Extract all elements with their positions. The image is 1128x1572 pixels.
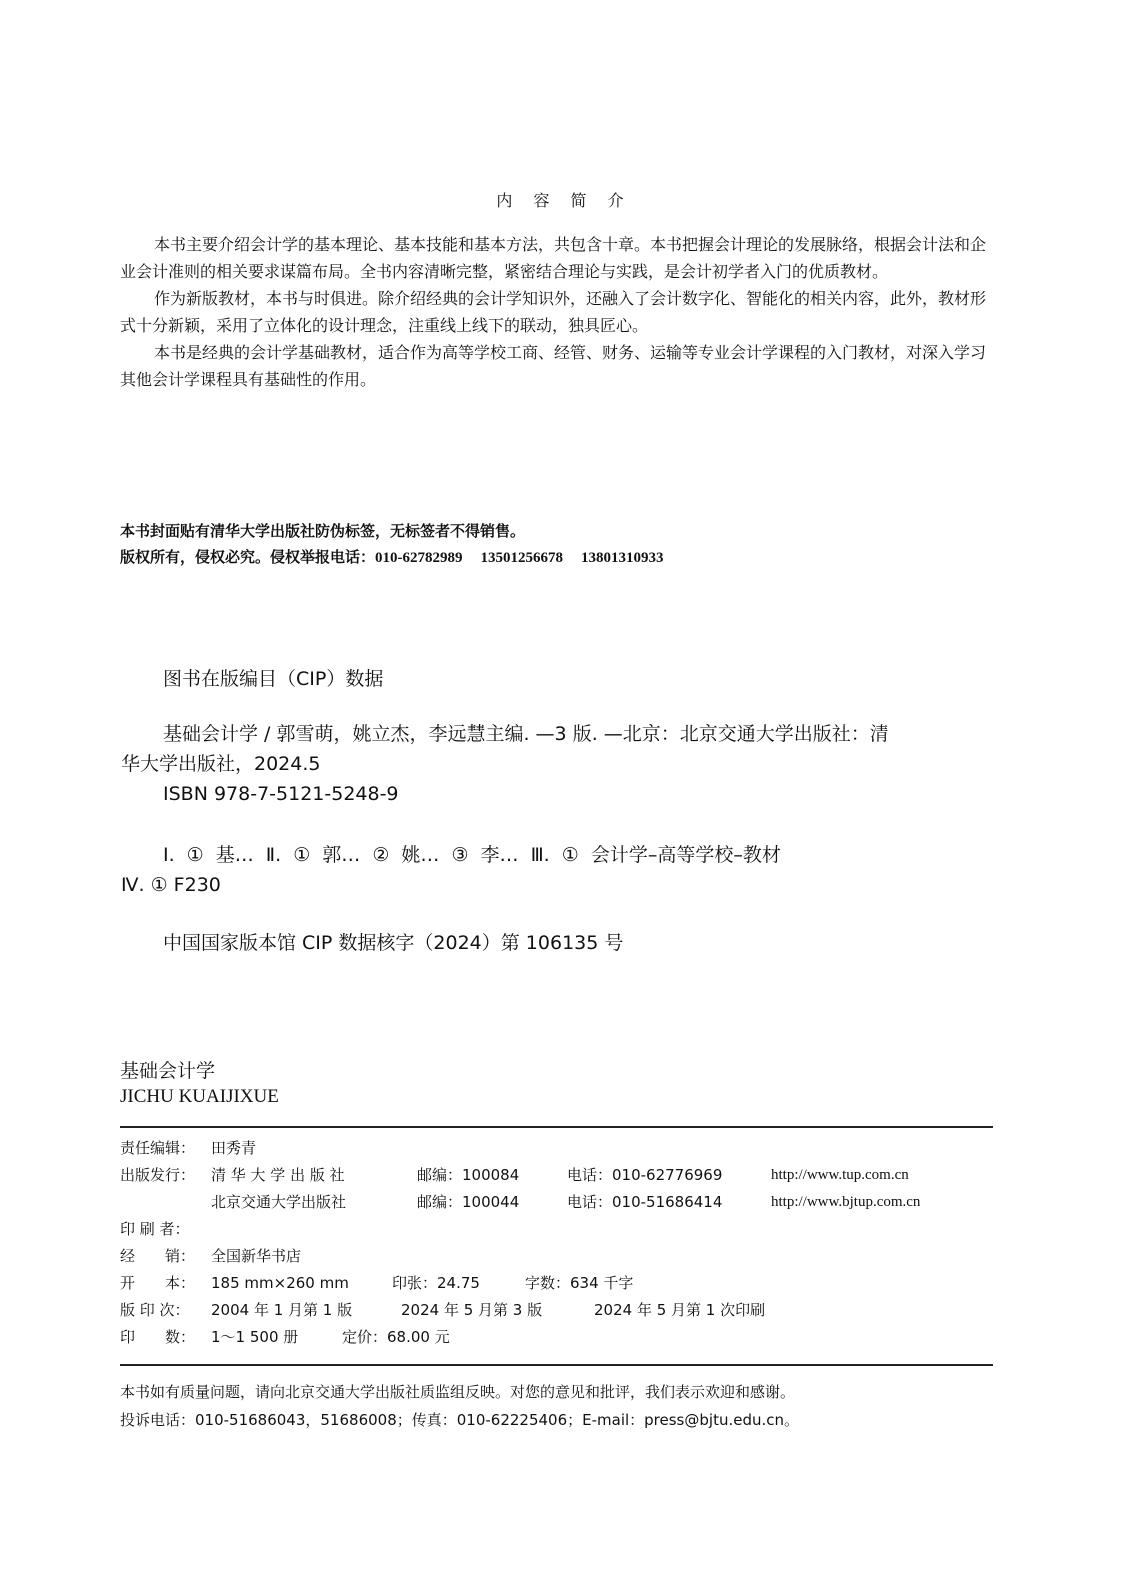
format-label: 开 本： bbox=[120, 1274, 196, 1292]
report-phone: 13501256678 bbox=[480, 550, 564, 566]
publisher-postcode: 邮编：100044 bbox=[417, 1193, 520, 1211]
complaint-contact: 投诉电话：010-51686043，51686008；传真：010-62225406；E-mail：press@bjtu.edu.cn。 bbox=[120, 1411, 800, 1429]
divider bbox=[120, 1364, 993, 1366]
price-value: 定价：68.00 元 bbox=[342, 1328, 450, 1346]
publisher-name: 北京交通大学出版社 bbox=[211, 1193, 347, 1211]
first-edition: 2004 年 1 月第 1 版 bbox=[211, 1301, 353, 1319]
imprint-table bbox=[120, 1135, 1000, 1355]
quality-notice: 本书如有质量问题，请向北京交通大学出版社质监组反映。对您的意见和批评，我们表示欢迎和感谢。 bbox=[120, 1383, 796, 1401]
summary-paragraph: 本书主要介绍会计学的基本理论、基本技能和基本方法，共包含十章。本书把握会计理论的发展脉络，根据会计法和企业会计准则的相关要求谋篇布局。全书内容清晰完整，紧密结合理论与实践，是会计初学者入门的优质教材。 bbox=[120, 235, 987, 281]
publisher-postcode: 邮编：100084 bbox=[417, 1166, 520, 1184]
publisher-name: 清 华 大 学 出 版 社 bbox=[211, 1166, 345, 1184]
divider bbox=[120, 1126, 993, 1128]
summary-title: 内 容 简 介 bbox=[496, 191, 632, 210]
distributor-name: 全国新华书店 bbox=[211, 1247, 302, 1265]
sheets-value: 印张：24.75 bbox=[392, 1274, 480, 1292]
word-count: 字数：634 千字 bbox=[525, 1274, 634, 1292]
cip-entry-line: 华大学出版社，2024.5 bbox=[121, 753, 321, 775]
edition-label: 版 印 次： bbox=[120, 1301, 190, 1319]
cip-entry-line: 基础会计学 / 郭雪萌，姚立杰，李远慧主编. —3 版. —北京：北京交通大学出版社：清 bbox=[163, 723, 889, 745]
book-title-pinyin: JICHU KUAIJIXUE bbox=[120, 1086, 279, 1107]
publisher-url[interactable]: http://www.bjtup.com.cn bbox=[771, 1194, 921, 1210]
copies-value: 1～1 500 册 bbox=[211, 1328, 299, 1346]
piracy-report-line bbox=[120, 544, 998, 571]
publisher-label: 出版发行： bbox=[120, 1166, 196, 1184]
editor-name: 田秀青 bbox=[211, 1139, 257, 1157]
printing-info: 2024 年 5 月第 1 次印刷 bbox=[594, 1301, 766, 1319]
report-phone: 13801310933 bbox=[581, 550, 664, 566]
book-title: 基础会计学 bbox=[120, 1060, 216, 1082]
piracy-report-label: 版权所有，侵权必究。侵权举报电话： bbox=[120, 548, 376, 566]
copies-label: 印 数： bbox=[120, 1328, 196, 1346]
report-phone: 010-62782989 bbox=[375, 550, 463, 566]
anti-counterfeit-notice: 本书封面贴有清华大学出版社防伪标签，无标签者不得销售。 bbox=[120, 522, 526, 540]
summary-body bbox=[120, 231, 998, 393]
quality-footer bbox=[120, 1378, 1000, 1434]
cip-class-line: Ⅰ. ① 基… Ⅱ. ① 郭… ② 姚… ③ 李… Ⅲ. ① 会计学–高等学校–教材 bbox=[163, 844, 781, 866]
cip-heading: 图书在版编目（CIP）数据 bbox=[163, 668, 384, 690]
current-edition: 2024 年 5 月第 3 版 bbox=[401, 1301, 543, 1319]
editor-label: 责任编辑： bbox=[120, 1139, 196, 1157]
cip-class-line: Ⅳ. ① F230 bbox=[121, 874, 221, 896]
cip-isbn: ISBN 978-7-5121-5248-9 bbox=[163, 783, 399, 805]
summary-paragraph: 本书是经典的会计学基础教材，适合作为高等学校工商、经管、财务、运输等专业会计学课程的入门教材，对深入学习其他会计学课程具有基础性的作用。 bbox=[120, 343, 987, 389]
copyright-notice bbox=[120, 518, 998, 571]
cip-verification: 中国国家版本馆 CIP 数据核字（2024）第 106135 号 bbox=[163, 932, 624, 954]
cip-classification bbox=[121, 840, 993, 900]
format-value: 185 mm×260 mm bbox=[211, 1274, 349, 1292]
printer-label: 印 刷 者： bbox=[120, 1220, 190, 1238]
publisher-phone: 电话：010-62776969 bbox=[567, 1166, 723, 1184]
cip-entry bbox=[121, 719, 993, 809]
summary-paragraph: 作为新版教材，本书与时俱进。除介绍经典的会计学知识外，还融入了会计数字化、智能化的相关内容，此外，教材形式十分新颖，采用了立体化的设计理念，注重线上线下的联动，独具匠心。 bbox=[120, 289, 987, 335]
distributor-label: 经 销： bbox=[120, 1247, 196, 1265]
publisher-phone: 电话：010-51686414 bbox=[567, 1193, 723, 1211]
publisher-url[interactable]: http://www.tup.com.cn bbox=[771, 1167, 909, 1183]
